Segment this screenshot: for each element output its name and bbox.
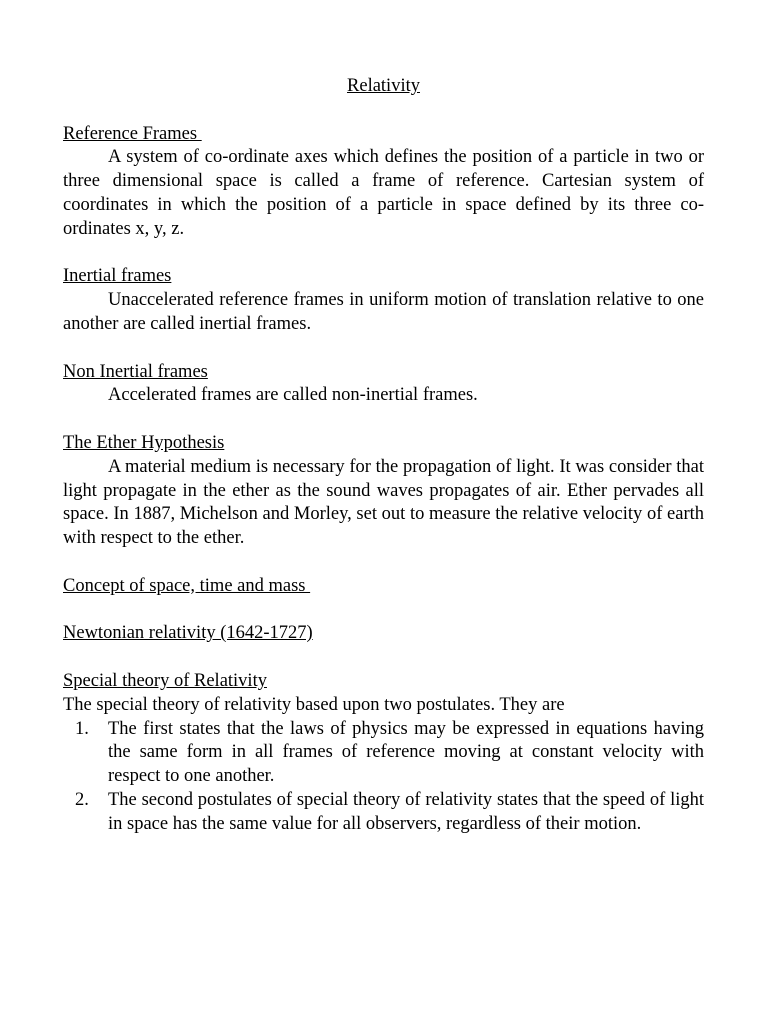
spacer xyxy=(63,599,704,623)
list-item-text: The second postulates of special theory of relativity states that the speed of light in space has the same value for all observers, regardless of their motion. xyxy=(108,789,704,834)
paragraph-special-theory-intro: The special theory of relativity based upon two postulates. They are xyxy=(63,694,565,715)
list-item-number: 1. xyxy=(75,718,89,739)
heading-ether-hypothesis: The Ether Hypothesis xyxy=(63,432,225,453)
spacer xyxy=(63,99,704,123)
heading-newtonian-relativity: Newtonian relativity (1642-1727) xyxy=(63,623,313,644)
heading-inertial-frames: Inertial frames xyxy=(63,266,172,287)
spacer xyxy=(63,242,704,266)
heading-space-time-mass: Concept of space, time and mass xyxy=(63,575,311,596)
spacer xyxy=(63,646,704,670)
page-title: Relativity xyxy=(347,76,420,96)
heading-non-inertial-frames: Non Inertial frames xyxy=(63,361,208,382)
list-item-number: 2. xyxy=(75,789,89,810)
list-item xyxy=(63,789,704,837)
paragraph-ether-hypothesis: A material medium is necessary for the propagation of light. It was consider that light propagate in the ether as the sound waves propagates of air. Ether pervades all space. In 1887, Michelson and Morley, set out to measure the relative velocity of earth with respect to the ether. xyxy=(63,456,704,549)
list-item-text: The first states that the laws of physics may be expressed in equations having the same form in all frames of reference moving at constant velocity with respect to one another. xyxy=(108,718,704,787)
document-page xyxy=(63,75,704,837)
spacer xyxy=(63,337,704,361)
paragraph-inertial-frames: Unaccelerated reference frames in uniform motion of translation relative to one another are called inertial frames. xyxy=(63,290,704,334)
heading-reference-frames: Reference Frames xyxy=(63,123,202,144)
spacer xyxy=(63,551,704,575)
heading-special-theory: Special theory of Relativity xyxy=(63,670,267,691)
paragraph-non-inertial-frames: Accelerated frames are called non-inertial frames. xyxy=(108,385,478,406)
spacer xyxy=(63,408,704,432)
postulates-list xyxy=(63,718,704,837)
list-item xyxy=(63,718,704,789)
paragraph-reference-frames: A system of co-ordinate axes which defines the position of a particle in two or three dimensional space is called a frame of reference. Cartesian system of coordinates in which the position of a particle in space defined by its three co-ordinates x, y, z. xyxy=(63,147,704,239)
